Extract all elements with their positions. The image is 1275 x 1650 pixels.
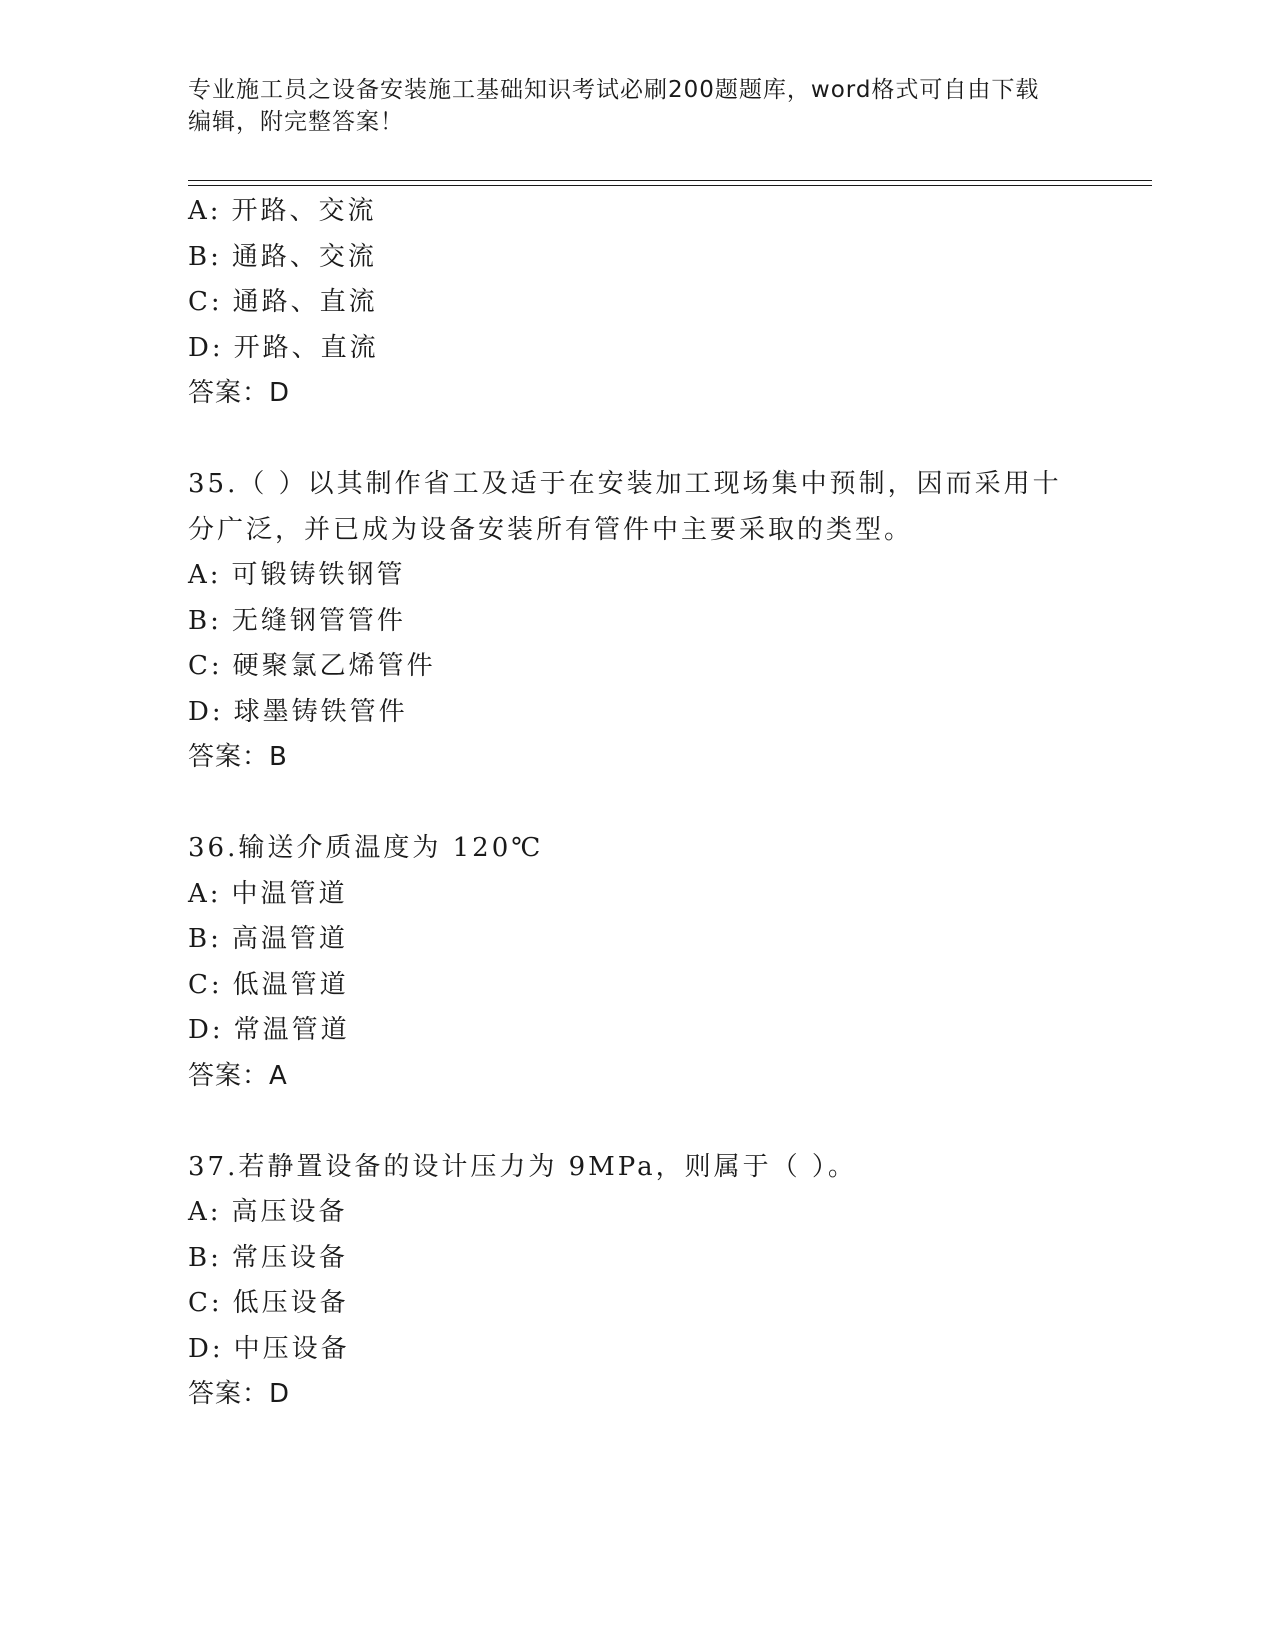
option-text: 常压设备 — [231, 1242, 348, 1273]
option-a — [188, 1190, 1088, 1236]
answer-line — [188, 1372, 1088, 1418]
option-c — [188, 1281, 1088, 1327]
option-text: 球墨铸铁管件 — [233, 696, 408, 727]
header-line-2: 编辑，附完整答案！ — [188, 109, 404, 135]
option-text: 中温管道 — [231, 878, 348, 909]
option-text: 通路、交流 — [231, 241, 377, 272]
question-block-36 — [188, 826, 1088, 1099]
answer-label: 答案： — [188, 1060, 270, 1091]
answer-line — [188, 1054, 1088, 1100]
answer-label: 答案： — [188, 742, 270, 772]
option-a — [188, 872, 1088, 918]
answer-value: D — [269, 1379, 291, 1409]
option-key: C: — [188, 969, 223, 1000]
option-a — [188, 189, 1088, 235]
spacer — [188, 781, 1088, 827]
option-key: D: — [188, 696, 224, 727]
option-text: 开路、直流 — [233, 332, 379, 363]
option-b — [188, 917, 1088, 963]
option-key: A: — [188, 560, 222, 590]
question-stem-line: 37.若静置设备的设计压力为 9MPa，则属于（ ）。 — [188, 1151, 857, 1182]
answer-label: 答案： — [188, 378, 270, 408]
spacer — [188, 417, 1088, 463]
option-b — [188, 1236, 1088, 1282]
option-text: 低温管道 — [232, 969, 349, 1000]
answer-line — [188, 371, 1088, 417]
option-c — [188, 644, 1088, 690]
question-stem-line: 35.（ ）以其制作省工及适于在安装加工现场集中预制，因而采用十 — [188, 469, 1062, 499]
option-key: B: — [188, 1242, 222, 1273]
option-text: 通路、直流 — [232, 287, 378, 317]
option-key: C: — [188, 651, 223, 681]
question-stem — [188, 462, 1068, 553]
answer-label: 答案： — [188, 1379, 270, 1409]
question-stem-line: 36.输送介质温度为 120℃ — [188, 833, 544, 863]
option-key: D: — [188, 332, 224, 363]
option-b — [188, 235, 1088, 281]
option-d — [188, 326, 1088, 372]
option-text: 开路、交流 — [231, 196, 377, 226]
option-key: A: — [188, 1197, 222, 1227]
option-c — [188, 963, 1088, 1009]
question-block-34 — [188, 189, 1088, 417]
option-c — [188, 280, 1088, 326]
question-block-35 — [188, 462, 1088, 781]
option-key: A: — [188, 196, 222, 226]
option-key: B: — [188, 605, 222, 636]
spacer — [188, 1099, 1088, 1145]
option-text: 常温管道 — [233, 1015, 350, 1045]
option-text: 无缝钢管管件 — [231, 605, 406, 636]
option-d — [188, 1008, 1088, 1054]
option-text: 高压设备 — [231, 1197, 348, 1227]
option-text: 中压设备 — [233, 1333, 350, 1364]
option-text: 低压设备 — [232, 1288, 349, 1318]
answer-value: B — [269, 742, 288, 772]
option-key: D: — [188, 1015, 224, 1045]
option-key: D: — [188, 1333, 224, 1364]
header-divider-bottom — [188, 185, 1152, 186]
document-header — [188, 74, 1068, 138]
header-line-1: 专业施工员之设备安装施工基础知识考试必刷200题题库，word格式可自由下载 — [188, 77, 1040, 103]
option-b — [188, 599, 1088, 645]
question-block-37 — [188, 1145, 1088, 1418]
question-stem — [188, 1145, 1068, 1191]
option-key: B: — [188, 241, 222, 272]
option-text: 高温管道 — [231, 924, 348, 954]
question-list — [188, 189, 1088, 1418]
option-text: 可锻铸铁钢管 — [231, 560, 406, 590]
header-divider-top — [188, 180, 1152, 181]
question-stem — [188, 826, 1068, 872]
option-key: C: — [188, 1288, 223, 1318]
option-d — [188, 1327, 1088, 1373]
answer-value: A — [269, 1060, 288, 1091]
option-key: A: — [188, 878, 222, 909]
answer-value: D — [269, 378, 291, 408]
question-stem-line: 分广泛，并已成为设备安装所有管件中主要采取的类型。 — [188, 514, 914, 545]
option-key: C: — [188, 287, 223, 317]
option-key: B: — [188, 924, 222, 954]
option-text: 硬聚氯乙烯管件 — [232, 651, 436, 681]
option-d — [188, 690, 1088, 736]
answer-line — [188, 735, 1088, 781]
option-a — [188, 553, 1088, 599]
